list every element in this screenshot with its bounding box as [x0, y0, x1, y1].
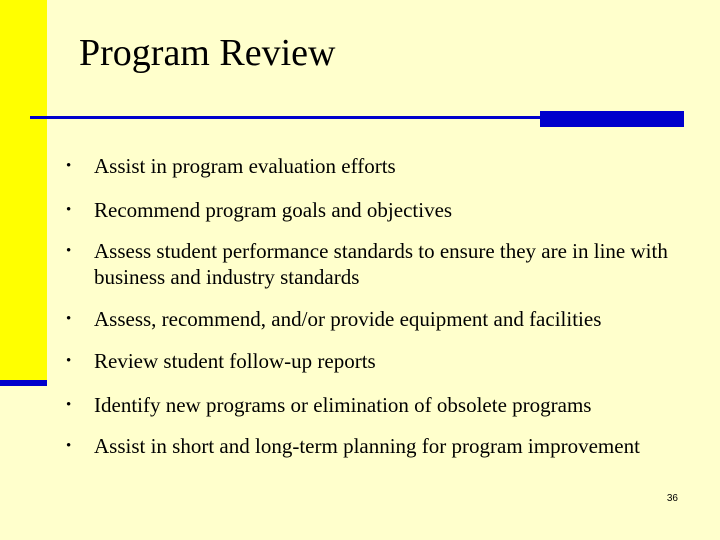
bullet-marker: • [66, 397, 72, 413]
bullet-item [66, 153, 686, 179]
title-underline-rule [30, 116, 540, 119]
bullet-item [66, 306, 686, 332]
bullet-item [66, 348, 686, 374]
bullet-marker: • [66, 243, 72, 259]
bullet-marker: • [66, 311, 72, 327]
bullet-text: Review student follow-up reports [94, 349, 376, 373]
bullet-marker: • [66, 353, 72, 369]
bullet-text: Assess, recommend, and/or provide equipment and facilities [94, 307, 602, 331]
bullet-marker: • [66, 158, 72, 174]
bullet-text: Recommend program goals and objectives [94, 198, 453, 222]
bullet-marker: • [66, 438, 72, 454]
title-underline-block [540, 111, 684, 127]
bullet-text: Assist in short and long-term planning for program improvement [94, 434, 640, 458]
bullet-text: Assist in program evaluation efforts [94, 154, 396, 178]
bullet-text: Identify new programs or elimination of obsolete programs [94, 393, 592, 417]
bullet-marker: • [66, 202, 72, 218]
page-number: 36 [666, 493, 678, 504]
bullet-item [66, 433, 686, 459]
bullet-item [66, 197, 686, 223]
slide-title: Program Review [79, 32, 336, 74]
left-accent-bar [0, 0, 47, 380]
left-accent-bar-base [0, 380, 47, 386]
bullet-item [66, 392, 686, 418]
bullet-item [66, 238, 686, 290]
bullet-text: Assess student performance standards to ensure they are in line with business and industry standards [94, 239, 668, 289]
